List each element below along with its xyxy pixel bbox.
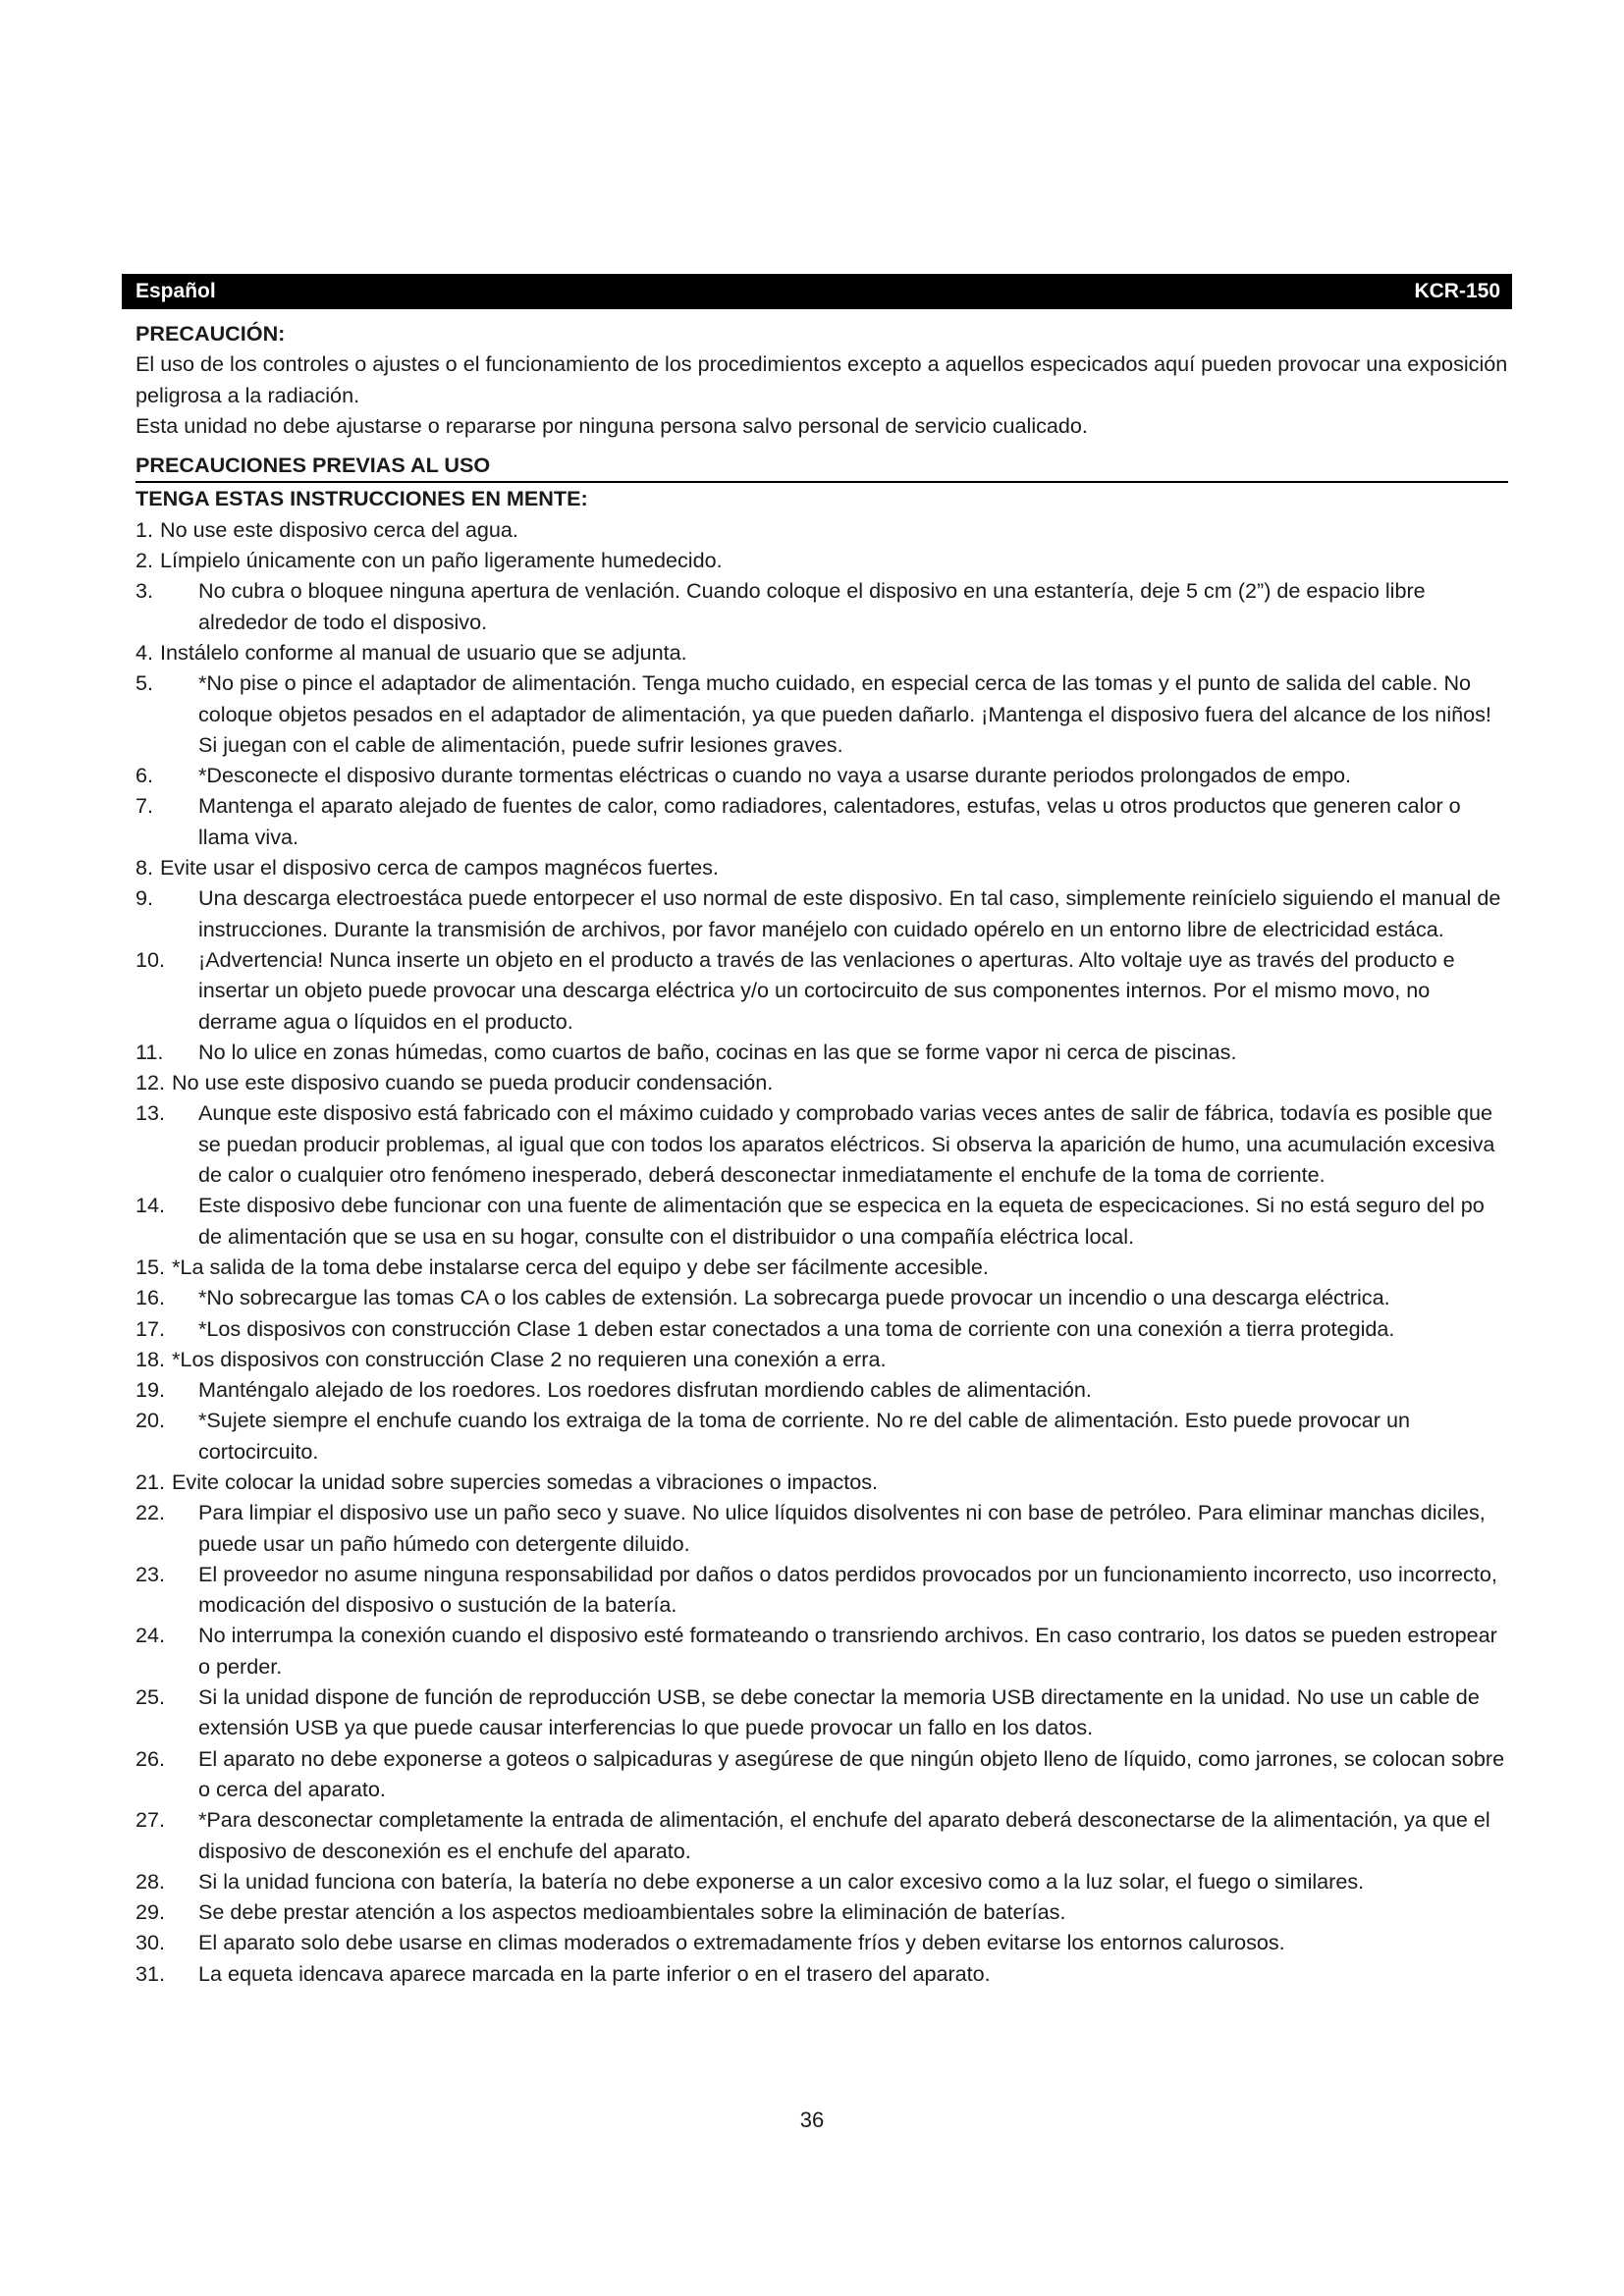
list-item-number: 28.	[135, 1868, 166, 1894]
list-item-text: El aparato no debe exponerse a goteos o salpicaduras y asegúrese de que ningún objeto lleno de líquido, como jarrones, se colocan sobre o cerca del aparato.	[198, 1745, 1505, 1801]
list-item	[135, 545, 1510, 575]
page-number: 36	[799, 2108, 825, 2132]
list-item	[135, 1896, 1510, 1927]
list-item-text: Para limpiar el disposivo use un paño seco y suave. No ulice líquidos disolventes ni con base de petróleo. Para eliminar manchas diciles, puede usar un paño húmedo con detergente diluido.	[198, 1500, 1486, 1556]
list-item-number: 2.	[135, 548, 154, 573]
list-item-number: 27.	[135, 1807, 166, 1833]
list-item-text: *Sujete siempre el enchufe cuando los extraiga de la toma de corriente. No re del cable de alimentación. Esto puede provocar un cortocircuito.	[198, 1408, 1410, 1464]
page-content	[135, 318, 1510, 1989]
list-item-text: No use este disposivo cerca del agua.	[160, 516, 518, 542]
list-item	[135, 1743, 1510, 1805]
list-item-text: *No sobrecargue las tomas CA o los cables de extensión. La sobrecarga puede provocar un incendio o una descarga eléctrica.	[198, 1285, 1390, 1310]
list-item-text: *Desconecte el disposivo durante tormentas eléctricas o cuando no vaya a usarse durante periodos prolongados de empo.	[198, 763, 1351, 788]
list-item	[135, 1313, 1510, 1344]
list-item-number: 14.	[135, 1193, 166, 1218]
list-item	[135, 667, 1510, 760]
list-item-number: 12.	[135, 1070, 166, 1095]
language-label: Español	[135, 280, 216, 302]
list-item	[135, 637, 1510, 667]
list-item-text: *Los disposivos con construcción Clase 1 deben estar conectados a una toma de corriente con una conexión a tierra protegida.	[198, 1315, 1395, 1341]
list-item-number: 11.	[135, 1039, 164, 1064]
list-item-text: ¡Advertencia! Nunca inserte un objeto en el producto a través de las venlaciones o aperturas. Alto voltaje uye as través del producto e insertar un objeto puede provocar una descarga eléctrica y/o un cortocircuito de sus componentes internos. Por el mismo movo, no derrame agua o líquidos en el producto.	[198, 946, 1455, 1034]
section-title: PRECAUCIONES PREVIAS AL USO	[135, 450, 1508, 483]
list-item-number: 21.	[135, 1468, 166, 1494]
list-item	[135, 1097, 1510, 1190]
list-item-number: 3.	[135, 578, 154, 604]
list-item-number: 29.	[135, 1899, 166, 1925]
list-item-number: 26.	[135, 1745, 166, 1771]
list-item-text: *No pise o pince el adaptador de alimentación. Tenga mucho cuidado, en especial cerca de las tomas y el punto de salida del cable. No coloque objetos pesados en el adaptador de alimentación, ya que pueden dañarlo. ¡Mantenga el disposivo fuera del alcance de los niños! Si juegan con el cable de alimentación, puede sufrir lesiones graves.	[198, 670, 1491, 757]
list-item-number: 6.	[135, 763, 154, 788]
list-item-text: No interrumpa la conexión cuando el disposivo esté formateando o transriendo archivos. En caso contrario, los datos se pueden estropear o perder.	[198, 1623, 1497, 1679]
list-item	[135, 1282, 1510, 1312]
list-item-number: 7.	[135, 793, 154, 819]
list-item-text: *La salida de la toma debe instalarse cerca del equipo y debe ser fácilmente accesible.	[172, 1254, 989, 1279]
list-item-text: *Los disposivos con construcción Clase 2 no requieren una conexión a erra.	[172, 1346, 887, 1371]
list-item	[135, 1958, 1510, 1989]
list-item-number: 18.	[135, 1346, 166, 1371]
list-item	[135, 760, 1510, 790]
list-item	[135, 790, 1510, 852]
list-item	[135, 1037, 1510, 1067]
list-item-text: La equeta idencava aparece marcada en la parte inferior o en el trasero del aparato.	[198, 1960, 991, 1986]
caution-paragraph: El uso de los controles o ajustes o el funcionamiento de los procedimientos excepto a aquellos especicados aquí pueden provocar una exposición peligrosa a la radiación.	[135, 351, 1508, 407]
caution-title: PRECAUCIÓN:	[135, 321, 286, 346]
list-item-text: Si la unidad dispone de función de reproducción USB, se debe conectar la memoria USB directamente en la unidad. No use un cable de extensión USB ya que puede causar interferencias lo que puede provocar un fallo en los datos.	[198, 1684, 1480, 1740]
list-item-number: 4.	[135, 639, 154, 665]
list-item	[135, 1190, 1510, 1252]
list-item	[135, 1559, 1510, 1621]
model-label: KCR-150	[1414, 280, 1500, 302]
list-item-text: El aparato solo debe usarse en climas moderados o extremadamente fríos y deben evitarse los entornos calurosos.	[198, 1930, 1285, 1955]
list-item	[135, 514, 1510, 545]
list-item-number: 24.	[135, 1623, 166, 1648]
caution-paragraph: Esta unidad no debe ajustarse o repararse por ninguna persona salvo personal de servicio cualicado.	[135, 412, 1088, 438]
section-subtitle: TENGA ESTAS INSTRUCCIONES EN MENTE:	[135, 486, 588, 511]
list-item-text: Este disposivo debe funcionar con una fuente de alimentación que se especica en la equeta de especicaciones. Si no está seguro del po de alimentación que se usa en su hogar, consulte con el distribuidor o una compañía eléctrica local.	[198, 1193, 1485, 1249]
list-item-text: Límpielo únicamente con un paño ligeramente humedecido.	[160, 548, 723, 573]
list-item	[135, 1804, 1510, 1866]
list-item-text: Evite usar el disposivo cerca de campos magnécos fuertes.	[160, 855, 719, 881]
list-item	[135, 1252, 1510, 1282]
list-item-number: 25.	[135, 1684, 166, 1710]
list-item-number: 15.	[135, 1254, 166, 1279]
list-item-text: Evite colocar la unidad sobre supercies somedas a vibraciones o impactos.	[172, 1468, 878, 1494]
list-item	[135, 882, 1510, 944]
header-bar	[122, 274, 1512, 309]
list-item-number: 8.	[135, 855, 154, 881]
list-item	[135, 1927, 1510, 1957]
list-item-number: 13.	[135, 1100, 166, 1126]
list-item-number: 22.	[135, 1500, 166, 1525]
list-item-number: 17.	[135, 1315, 166, 1341]
list-item	[135, 1620, 1510, 1682]
list-item	[135, 1467, 1510, 1497]
list-item	[135, 1405, 1510, 1467]
list-item-text: No use este disposivo cuando se pueda producir condensación.	[172, 1070, 774, 1095]
list-item-number: 10.	[135, 946, 166, 972]
list-item-text: Se debe prestar atención a los aspectos medioambientales sobre la eliminación de baterías.	[198, 1899, 1066, 1925]
list-item-text: No cubra o bloquee ninguna apertura de venlación. Cuando coloque el disposivo en una estantería, deje 5 cm (2”) de espacio libre alrededor de todo el disposivo.	[198, 578, 1426, 634]
list-item-text: No lo ulice en zonas húmedas, como cuartos de baño, cocinas en las que se forme vapor ni cerca de piscinas.	[198, 1039, 1237, 1064]
list-item	[135, 944, 1510, 1037]
list-item-text: El proveedor no asume ninguna responsabilidad por daños o datos perdidos provocados por un funcionamiento incorrecto, uso incorrecto, modicación del disposivo o sustución de la batería.	[198, 1561, 1497, 1618]
precautions-list	[135, 514, 1510, 1989]
list-item-number: 1.	[135, 516, 154, 542]
list-item-number: 31.	[135, 1960, 166, 1986]
list-item-number: 23.	[135, 1561, 166, 1586]
list-item	[135, 1866, 1510, 1896]
list-item-number: 9.	[135, 885, 154, 911]
list-item-number: 19.	[135, 1377, 166, 1403]
list-item-number: 16.	[135, 1285, 166, 1310]
list-item-text: Mantenga el aparato alejado de fuentes de calor, como radiadores, calentadores, estufas, velas u otros productos que generen calor o llama viva.	[198, 793, 1461, 849]
list-item-number: 30.	[135, 1930, 166, 1955]
list-item	[135, 1497, 1510, 1559]
list-item-text: Instálelo conforme al manual de usuario que se adjunta.	[160, 639, 687, 665]
list-item	[135, 1067, 1510, 1097]
list-item	[135, 852, 1510, 882]
list-item-number: 5.	[135, 670, 154, 696]
list-item-text: Manténgalo alejado de los roedores. Los roedores disfrutan mordiendo cables de alimentación.	[198, 1377, 1092, 1403]
list-item-text: Si la unidad funciona con batería, la batería no debe exponerse a un calor excesivo como a la luz solar, el fuego o similares.	[198, 1868, 1365, 1894]
list-item-number: 20.	[135, 1408, 166, 1433]
list-item-text: *Para desconectar completamente la entrada de alimentación, el enchufe del aparato deberá desconectarse de la alimentación, ya que el disposivo de desconexión es el enchufe del aparato.	[198, 1807, 1490, 1863]
list-item	[135, 1682, 1510, 1743]
list-item	[135, 575, 1510, 637]
list-item	[135, 1374, 1510, 1405]
list-item-text: Una descarga electroestáca puede entorpecer el uso normal de este disposivo. En tal caso, simplemente reinícielo siguiendo el manual de instrucciones. Durante la transmisión de archivos, por favor manéjelo con cuidado opérelo en un entorno libre de electricidad estáca.	[198, 885, 1501, 941]
list-item-text: Aunque este disposivo está fabricado con el máximo cuidado y comprobado varias veces antes de salir de fábrica, todavía es posible que se puedan producir problemas, al igual que con todos los aparatos eléctricos. Si observa la aparición de humo, una acumulación excesiva de calor o cualquier otro fenómeno inesperado, deberá desconectar inmediatamente el enchufe de la toma de corriente.	[198, 1100, 1495, 1188]
list-item	[135, 1344, 1510, 1374]
